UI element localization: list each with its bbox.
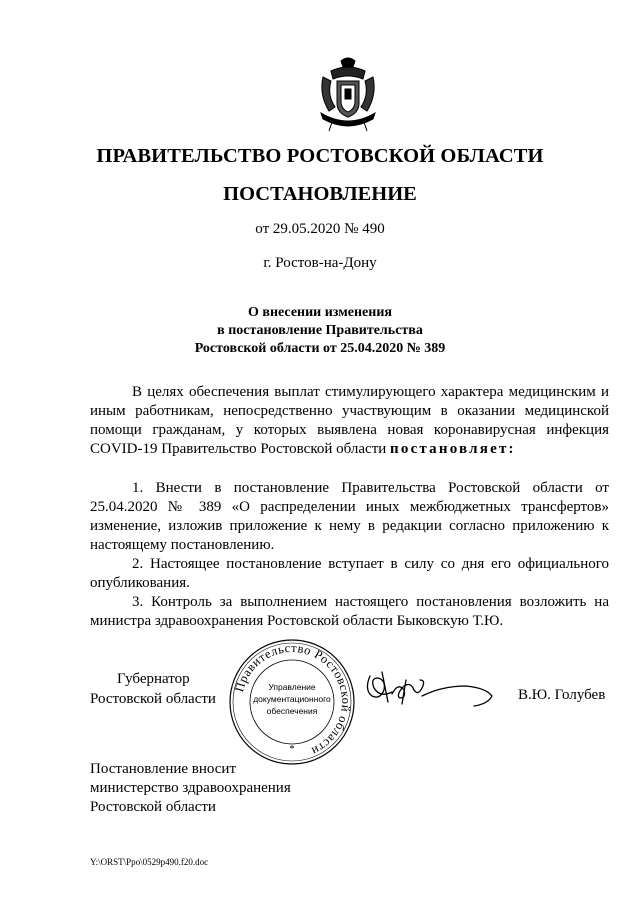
document-type: ПОСТАНОВЛЕНИЕ — [223, 183, 417, 205]
signatory-title-line: Губернатор — [117, 671, 190, 687]
introduced-by — [90, 760, 291, 817]
seal-inner-text: документационного — [253, 694, 331, 704]
resolution-item: 3. Контроль за выполнением настоящего постановления возложить на министра здравоохранения Ростовской области Быковскую Т.Ю. — [90, 594, 609, 629]
subject-line: Ростовской области от 25.04.2020 № 389 — [194, 341, 446, 356]
resolution-item: 1. Внести в постановление Правительства Ростовской области от 25.04.2020 № 389 «О распределении иных межбюджетных трансфертов» изменение, изложив приложение к нему в редакции согласно приложению к настоящему постановлению. — [90, 480, 609, 553]
preamble-text: В целях обеспечения выплат стимулирующего характера медицинским и иным работникам, непосредственно участвующим в оказании медицинской помощи гражданам, у которых выявлена новая коронавирусная инфекция COVID-19 Правительство Ростовской области — [90, 384, 609, 457]
government-title: ПРАВИТЕЛЬСТВО РОСТОВСКОЙ ОБЛАСТИ — [96, 145, 544, 167]
resolves-word: постановляет: — [390, 441, 516, 457]
signer-name: В.Ю. Голубев — [518, 687, 606, 703]
resolution-items — [90, 479, 609, 631]
official-seal — [228, 638, 356, 766]
introduced-by-line: Ростовской области — [90, 799, 216, 815]
seal-inner-text: Управление — [268, 682, 316, 692]
introduced-by-line: Постановление вносит — [90, 761, 237, 777]
subject-line: О внесении изменения — [248, 305, 392, 320]
resolution-item: 2. Настоящее постановление вступает в силу со дня его официального опубликования. — [90, 556, 609, 591]
coat-of-arms-icon — [315, 55, 381, 133]
preamble-paragraph — [90, 383, 609, 459]
seal-star: * — [289, 743, 295, 755]
signatory-title-line: Ростовской области — [90, 691, 216, 707]
file-path: Y:\ORST\Ppo\0529p490.f20.doc — [90, 857, 209, 867]
document-date-number: от 29.05.2020 № 490 — [255, 221, 385, 237]
document-subject — [0, 304, 640, 358]
seal-inner-text: обеспечения — [266, 706, 318, 716]
handwritten-signature — [362, 666, 500, 712]
introduced-by-line: министерство здравоохранения — [90, 780, 291, 796]
signatory-title — [90, 669, 216, 709]
document-city: г. Ростов-на-Дону — [263, 255, 377, 271]
subject-line: в постановление Правительства — [217, 323, 423, 338]
seal-ring-text: Правительство Ростовской области — [232, 640, 354, 759]
